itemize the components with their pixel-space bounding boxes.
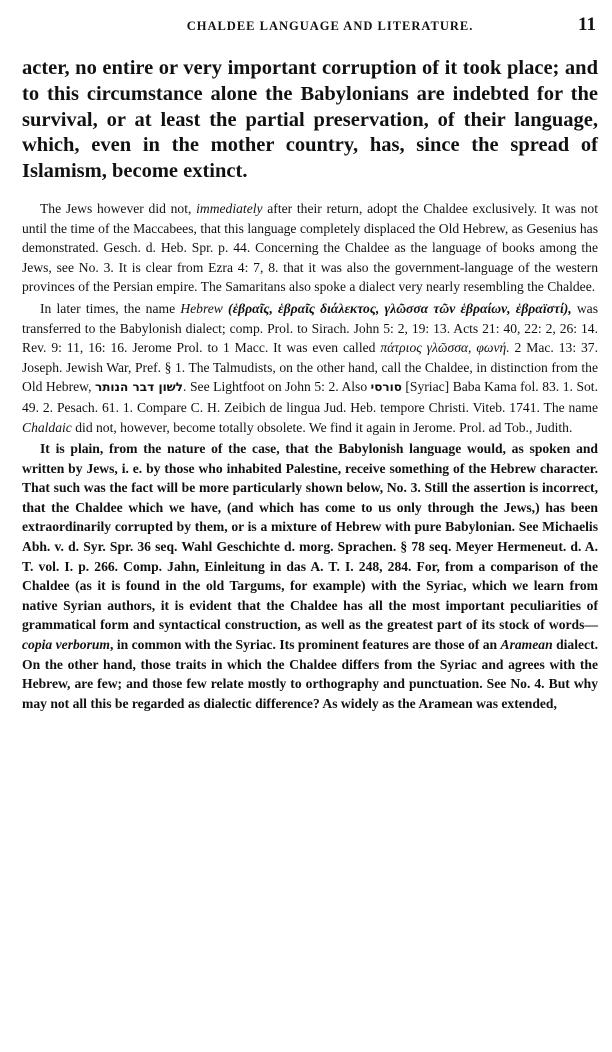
emphasis-chaldaic: Chaldaic [22,419,72,435]
emphasis-aramean: Aramean [500,637,553,653]
page-number: 11 [578,14,596,35]
text-run: [Syriac] Baba Kama fol. 83. 1. Sot. 49. 2. Pesach. 61. 1. Compare C. H. Zeibich de lingua Jud. Heb. tempore Christi. Viteb. 1741. The name [22,379,598,415]
text-run: It is plain, from the nature of the case, that the Babylonish language would, as spoken and written by Jews, i. e. by those who inhabited Palestine, receive something of the Hebrew character. That such was the fact will be more particularly shown below, No. 3. Still the assertion is incorrect, that the Chaldee which we have, (and which has come to us only through the Jews,) has been extraordinarily corrupted by them, or is a mixture of Hebrew with pure Babylonian. See Michaelis Abh. v. d. Syr. Spr. 36 seq. Wahl Geschichte d. morg. Sprachen. § 78 seq. Meyer Hermeneut. d. A. T. vol. I. p. 266. Comp. Jahn, Einleitung in das A. T. I. 248, 284. For, from a comparison of the Chaldee (as it is found in the old Targums, for example) with the Syriac, which we learn from native Syrian authors, it is evident that the Chaldee has all the most important peculiarities of grammatical form and syntactical construction, as well as the greatest part of its stock of words— [22,441,598,633]
greek-terms: (ἑβραῖς, ἑβραῖς διάλεκτος, γλῶσσα τῶν ἑβραίων, ἑβραϊστί), [222,300,577,316]
emphasis-copia-verborum: copia verborum [22,637,111,653]
text-run: . See Lightfoot on John 5: 2. Also [183,379,371,395]
text-run: , in common with the Syriac. Its prominent features are those of an [110,637,501,653]
emphasis-immediately: immediately [196,200,263,216]
emphasis-hebrew: Hebrew [180,300,223,316]
running-title: CHALDEE LANGUAGE AND LITERATURE. [186,19,474,33]
note-paragraph-babylonish [22,439,598,713]
hebrew-term-1: לשון דבר הנותר [95,380,184,395]
page-header [22,14,598,36]
text-run: 2 Mac. 13: 37. Joseph. Jewish War, Pref. § 1. The Talmudists, on the other hand, call the Chaldee, in distinction from the Old Hebrew, [22,340,598,395]
hebrew-term-2: סורסי [370,380,402,395]
text-run: was transferred to the Babylonish dialect; comp. Prol. to Sirach. John 5: 2, 19: 13. Acts 21: 40, 22: 2, 26: 14. Rev. 9: 11, 16: 16. Jerome Prol. to 1 Macc. It was even called [22,300,599,356]
text-run: dialect. On the other hand, those traits in which the Chaldee differs from the Syriac and agrees with the Hebrew, are few; and those few relate mostly to orthography and punctuation. See No. 4. But why may not all this be regarded as dialectic difference? As widely as the Aramean was extended, [22,637,598,711]
note-paragraph-jews [22,199,598,297]
text-run: after their return, adopt the Chaldee exclusively. It was not until the time of the Maccabees, that this language completely displaced the Old Hebrew, as Gesenius has demonstrated. Gesch. d. Heb. Spr. p. 44. Concerning the Chaldee as the language of books among the Jews, see No. 3. It is clear from Ezra 4: 7, 8. that it was also the government-language of the western provinces of the Persian empire. The Samaritans also spoke a dialect very nearly resembling the Chaldee. [22,200,598,295]
note-paragraph-hebrew-name [22,299,598,437]
text-run: In later times, the name [40,300,181,316]
main-text-paragraph: acter, no entire or very important corruption of it took place; and to this circumstance alone the Babylonians are indebted for the survival, or at least the partial preservation, of their language, which, even in the mother country, has, since the spread of Islamism, become extinct. [22,57,598,183]
text-run: The Jews however did not, [40,200,197,216]
text-run: did not, however, become totally obsolete. We find it again in Jerome. Prol. ad Tob., Judith. [71,419,573,435]
greek-patrios: πάτριος γλῶσσα, φωνή. [380,340,510,356]
